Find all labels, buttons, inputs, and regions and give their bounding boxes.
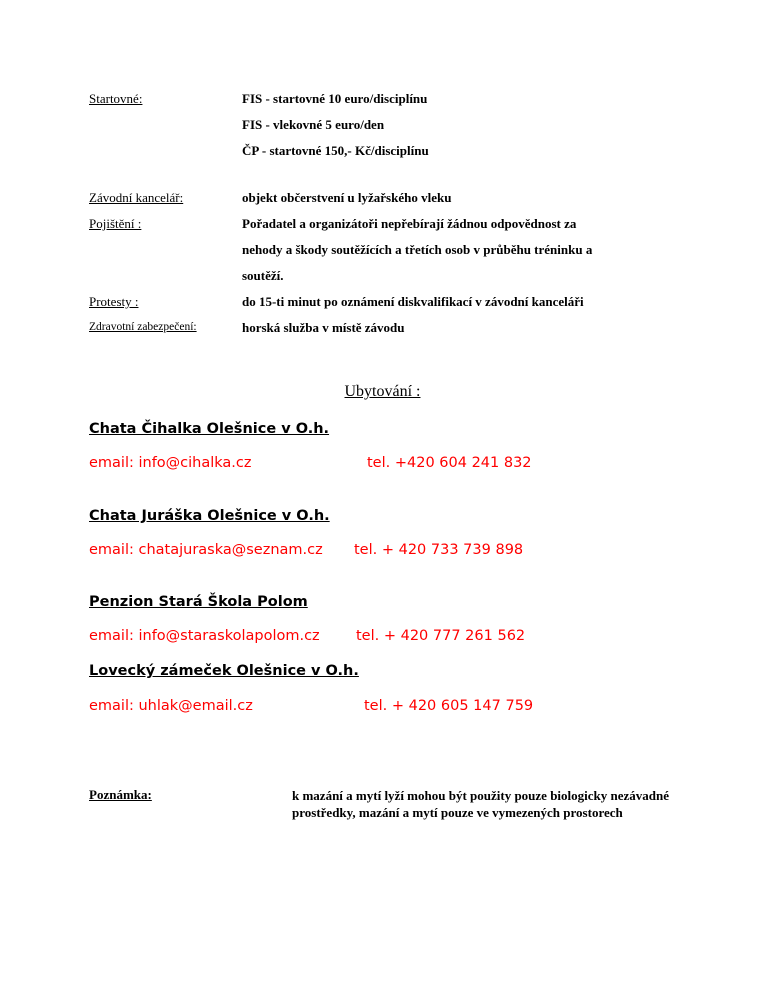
insurance-label: Pojištění : [89,216,142,231]
note-text: k mazání a mytí lyží mohou být použity pouze biologicky nezávadné prostředky, mazání a mytí pouze ve vymezených prostorech [292,788,670,820]
accommodation-email-1[interactable]: email: info@cihalka.cz [89,455,252,471]
office-label: Závodní kancelář: [89,190,184,205]
fees-label: Startovné: [89,91,143,106]
accommodation-email-3[interactable]: email: info@staraskolapolom.cz [89,628,320,644]
protests-value: do 15-ti minut po oznámení diskvalifikací v závodní kanceláři [242,294,584,309]
insurance-line-2: nehody a škody soutěžících a třetích osob v průběhu tréninku a [242,242,593,257]
insurance-line-1: Pořadatel a organizátoři nepřebírají žádnou odpovědnost za [242,216,577,231]
accommodation-name-3: Penzion Stará Škola Polom [89,594,308,610]
insurance-line-3: soutěží. [242,268,284,283]
protests-label: Protesty : [89,294,139,309]
accommodation-email-2[interactable]: email: chatajuraska@seznam.cz [89,542,323,558]
medical-value: horská služba v místě závodu [242,320,405,335]
accommodation-heading: Ubytování : [344,383,421,400]
medical-label: Zdravotní zabezpečení: [89,321,197,333]
accommodation-name-2: Chata Juráška Olešnice v O.h. [89,508,330,524]
accommodation-name-1: Chata Čihalka Olešnice v O.h. [89,421,330,437]
office-value: objekt občerstvení u lyžařského vleku [242,190,452,205]
fees-line-2: FIS - vlekovné 5 euro/den [242,117,385,132]
fees-line-1: FIS - startovné 10 euro/disciplínu [242,91,428,106]
accommodation-tel-2: tel. + 420 733 739 898 [354,542,524,558]
accommodation-tel-4: tel. + 420 605 147 759 [364,698,534,714]
note-label: Poznámka: [89,787,152,802]
accommodation-name-4: Lovecký zámeček Olešnice v O.h. [89,663,359,679]
accommodation-tel-1: tel. +420 604 241 832 [367,455,532,471]
accommodation-email-4[interactable]: email: uhlak@email.cz [89,698,253,714]
fees-line-3: ČP - startovné 150,- Kč/disciplínu [242,143,429,158]
accommodation-tel-3: tel. + 420 777 261 562 [356,628,526,644]
